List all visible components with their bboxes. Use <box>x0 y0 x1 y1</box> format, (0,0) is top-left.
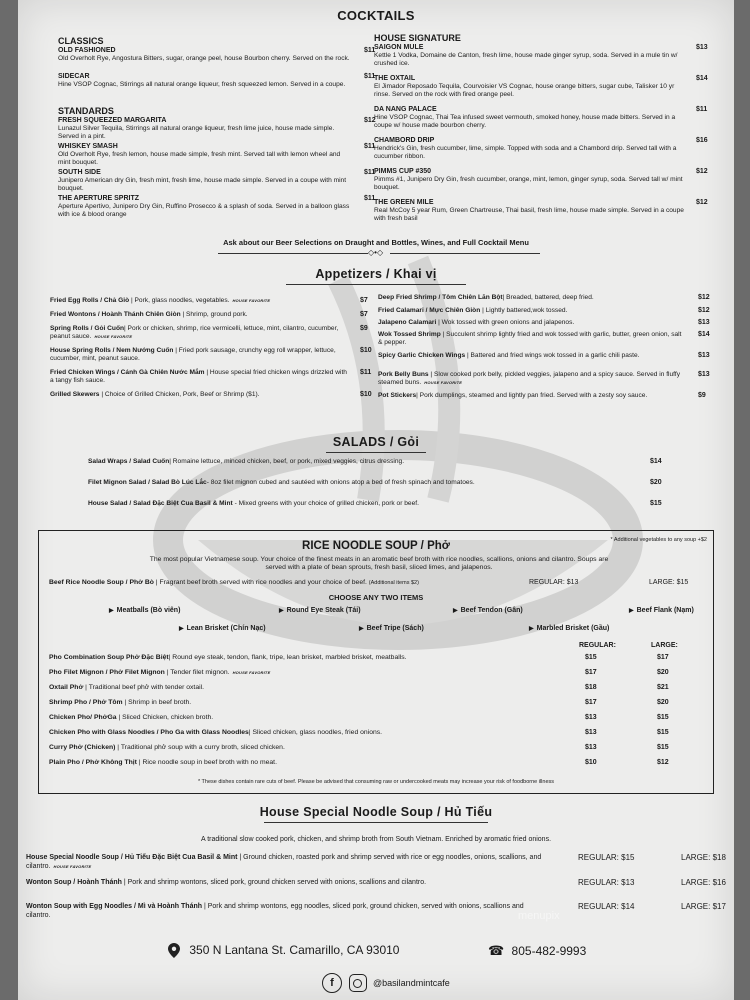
pho-item <box>49 669 569 677</box>
appetizer-name: Fried Chicken Wings / Cánh Gà Chiên Nước Mắm <box>50 369 205 376</box>
pho-item <box>49 654 569 662</box>
pho-item <box>49 684 569 692</box>
cocktail-name: SIDECAR <box>58 73 90 80</box>
hu-tieu-item <box>26 878 546 887</box>
cocktail-desc: Kettle 1 Vodka, Domaine de Canton, fresh lime, house made ginger syrup, soda. Served in a mule tin w/ crushed ice. <box>374 52 678 67</box>
pho-regular-price: $15 <box>585 654 597 661</box>
appetizer-price: $9 <box>360 325 368 332</box>
appetizer-item <box>50 325 348 341</box>
appetizer-item <box>378 352 686 360</box>
appetizer-name: Spicy Garlic Chicken Wings <box>378 352 466 359</box>
pho-item <box>49 699 569 707</box>
pho-large-price: $15 <box>657 714 669 721</box>
appetizer-item <box>378 319 686 327</box>
cocktail-price: $11 <box>364 47 376 54</box>
beef-option-label: Lean Brisket (Chín Nạc) <box>186 625 266 632</box>
address: 350 N Lantana St. Camarillo, CA 93010 <box>189 943 400 957</box>
appetizer-item <box>378 392 686 400</box>
beef-option-label: Round Eye Steak (Tái) <box>286 607 361 614</box>
cocktail-item <box>58 47 354 63</box>
appetizer-item <box>50 347 348 363</box>
large-header: LARGE: <box>651 642 678 649</box>
house-favorite-tag: HOUSE FAVORITE <box>94 334 133 339</box>
cocktail-item <box>58 117 354 140</box>
cocktail-price: $11 <box>696 106 708 113</box>
cocktail-price: $11 <box>364 73 376 80</box>
appetizer-item <box>50 297 348 305</box>
cocktail-price: $11 <box>364 169 376 176</box>
cocktails-title: COCKTAILS <box>337 8 415 23</box>
triangle-bullet-icon: ▶ <box>529 626 534 632</box>
regular-header: REGULAR: <box>579 642 616 649</box>
appetizer-item <box>50 391 348 399</box>
appetizer-price: $13 <box>698 352 710 359</box>
appetizer-desc: | Succulent shrimp lightly fried and wok tossed with garlic, butter, green onion, salt & pepper. <box>378 331 682 346</box>
cocktail-desc: Hine VSOP Cognac, Thai Tea infused sweet vermouth, smoked honey, house made bitters. Served in a coupe w/ house made bourbon cherry. <box>374 114 676 129</box>
appetizer-item <box>378 294 686 302</box>
cocktail-desc: El Jimador Reposado Tequila, Courvoisier VS Cognac, house orange bitters, sugar cube, Talisker 10 yr rinse. Served on the rock with fired orange peel. <box>374 83 675 98</box>
appetizer-name: Deep Fried Shrimp / Tôm Chiên Lăn Bột <box>378 294 503 301</box>
appetizer-name: Spring Rolls / Gỏi Cuốn <box>50 325 124 332</box>
hu-tieu-large: LARGE: $17 <box>681 902 726 911</box>
cocktail-price: $11 <box>364 195 376 202</box>
beef-option <box>453 607 523 614</box>
pho-item-desc: | Traditional beef phở with tender oxtail. <box>83 684 205 691</box>
pho-regular-price: $17 <box>585 699 597 706</box>
hu-tieu-large: LARGE: $16 <box>681 878 726 887</box>
pho-item-name: Oxtail Phở <box>49 684 84 691</box>
pho-regular-price: $10 <box>585 759 597 766</box>
classics-heading: CLASSICS <box>58 36 104 46</box>
appetizer-desc: | Pork or chicken, shrimp, rice vermicelli, lettuce, mint, cilantro, cucumber, peanut sauce. <box>50 325 339 340</box>
title-underline <box>326 452 426 453</box>
triangle-bullet-icon: ▶ <box>179 626 184 632</box>
salad-name: House Salad / Salad Đặc Biệt Cua Basil & Mint <box>88 500 233 507</box>
cocktail-item <box>58 73 354 89</box>
cocktail-name: THE OXTAIL <box>374 75 416 82</box>
beef-option <box>359 625 424 632</box>
appetizer-desc: | Wok tossed with green onions and jalapenos. <box>436 319 575 326</box>
title-underline <box>286 284 466 285</box>
cocktail-item <box>58 143 354 166</box>
pho-item <box>49 714 569 722</box>
appetizer-desc: | Fried pork sausage, crunchy egg roll wrapper, lettuce, cucumber, mint, peanut sauce. <box>50 347 336 362</box>
hu-tieu-name: Wonton Soup with Egg Noodles / Mì và Hoành Thánh <box>26 903 203 910</box>
cocktail-price: $12 <box>696 168 708 175</box>
beer-note: Ask about our Beer Selections on Draught and Bottles, Wines, and Full Cocktail Menu <box>223 238 529 247</box>
pho-title: RICE NOODLE SOUP / Phở <box>302 540 450 552</box>
appetizer-price: $7 <box>360 311 368 318</box>
pho-regular-price: $13 <box>585 729 597 736</box>
cocktail-item <box>374 106 686 129</box>
appetizer-desc: | Pork, glass noodles, vegetables. <box>129 297 230 304</box>
triangle-bullet-icon: ▶ <box>359 626 364 632</box>
additional-veg-note: * Additional vegetables to any soup +$2 <box>610 537 707 543</box>
beef-option-label: Beef Flank (Nạm) <box>636 607 694 614</box>
appetizer-item <box>50 311 348 319</box>
hu-tieu-large: LARGE: $18 <box>681 853 726 862</box>
pho-large-price: $12 <box>657 759 669 766</box>
appetizer-item <box>378 331 686 347</box>
cocktail-item <box>374 168 686 191</box>
appetizers-title: Appetizers / Khai vị <box>315 267 437 281</box>
cocktail-desc: Old Overholt Rye, Angostura Bitters, sugar, orange peel, house Bourbon cherry. Served on the rock. <box>58 55 350 62</box>
salads-title: SALADS / Gỏi <box>332 435 420 449</box>
hu-tieu-name: Wonton Soup / Hoành Thánh <box>26 879 122 886</box>
beef-option-label: Beef Tripe (Sách) <box>366 625 424 632</box>
pho-box <box>38 530 714 794</box>
cocktail-item <box>374 75 686 98</box>
pho-item-desc: | Sliced Chicken, chicken broth. <box>116 714 214 721</box>
cocktail-name: FRESH SQUEEZED MARGARITA <box>58 117 167 124</box>
social-line <box>322 973 450 993</box>
appetizer-name: Fried Wontons / Hoành Thánh Chiên Giòn <box>50 311 181 318</box>
beef-option <box>179 625 266 632</box>
beef-pho-name: Beef Rice Noodle Soup / Phở Bò <box>49 579 154 586</box>
salad-price: $20 <box>650 479 662 486</box>
hu-tieu-name: House Special Noodle Soup / Hủ Tiếu Đặc Biệt Cua Basil & Mint <box>26 854 238 861</box>
appetizer-desc: | Breaded, battered, deep fried. <box>502 294 594 301</box>
pho-item <box>49 744 569 752</box>
hu-tieu-item <box>26 902 546 920</box>
appetizer-price: $10 <box>360 391 372 398</box>
triangle-bullet-icon: ▶ <box>109 608 114 614</box>
appetizer-desc: | Shrimp, ground pork. <box>180 311 248 318</box>
house-favorite-tag: HOUSE FAVORITE <box>53 864 92 869</box>
house-favorite-tag: HOUSE FAVORITE <box>424 380 463 385</box>
appetizer-name: Grilled Skewers <box>50 391 100 398</box>
cocktail-desc: Aperture Apertivo, Junipero Dry Gin, Ruffino Prosecco & a splash of soda. Served in a balloon glass with ice & blood orange <box>58 203 350 218</box>
appetizer-price: $7 <box>360 297 368 304</box>
triangle-bullet-icon: ▶ <box>629 608 634 614</box>
cocktail-item <box>58 169 354 192</box>
phone-icon: ☎ <box>488 943 505 958</box>
appetizer-desc: | Choice of Grilled Chicken, Pork, Beef or Shrimp ($1). <box>99 391 260 398</box>
cocktail-desc: Hendrick's Gin, fresh cucumber, lime, simple. Topped with soda and a Chambord drip. Served tall with a cucumber ribbon. <box>374 145 677 160</box>
appetizer-price: $12 <box>698 294 710 301</box>
salad-desc: - Mixed greens with your choice of grilled chicken, pork or beef. <box>232 500 419 507</box>
cocktail-name: SOUTH SIDE <box>58 169 101 176</box>
hu-tieu-desc: | Pork and shrimp wontons, sliced pork, ground chicken served with onions, scallions and cilantro. <box>121 879 427 886</box>
appetizer-name: Fried Egg Rolls / Chả Giò <box>50 297 130 304</box>
beef-option <box>529 625 609 632</box>
pho-large-price: $17 <box>657 654 669 661</box>
instagram-icon[interactable] <box>349 974 367 992</box>
hu-tieu-title: House Special Noodle Soup / Hủ Tiếu <box>259 805 493 819</box>
cocktail-price: $11 <box>364 143 376 150</box>
pho-regular-price: $18 <box>585 684 597 691</box>
standards-heading: STANDARDS <box>58 106 114 116</box>
cocktail-desc: Hine VSOP Cognac, Stirrings all natural orange liqueur, fresh squeezed lemon. Served in a coupe. <box>58 81 346 88</box>
beef-option-label: Meatballs (Bò viên) <box>116 607 181 614</box>
cocktail-desc: Real McCoy 5 year Rum, Green Chartreuse, Thai basil, fresh lime, house made simple. Served in a coupe with fresh basil <box>374 207 684 222</box>
cocktail-desc: Pimms #1, Junipero Dry Gin, fresh cucumber, orange, mint, lemon, ginger syrup, soda. Served tall w/ mint bouquet. <box>374 176 683 191</box>
cocktail-price: $12 <box>696 199 708 206</box>
cocktail-name: THE GREEN MILE <box>374 199 434 206</box>
appetizer-price: $13 <box>698 319 710 326</box>
cocktail-name: THE APERTURE SPRITZ <box>58 195 140 202</box>
pho-item-desc: | Shrimp in beef broth. <box>122 699 192 706</box>
address-line <box>168 943 399 958</box>
cocktail-name: SAIGON MULE <box>374 44 424 51</box>
cocktail-price: $13 <box>696 44 708 51</box>
salad-name: Filet Mignon Salad / Salad Bò Lúc Lắc <box>88 479 207 486</box>
beef-pho-regular: REGULAR: $13 <box>529 579 579 586</box>
triangle-bullet-icon: ▶ <box>279 608 284 614</box>
menu-page <box>18 0 734 1000</box>
title-underline <box>264 822 488 823</box>
pho-item-desc: | Rice noodle soup in beef broth with no meat. <box>136 759 277 766</box>
watermark-text: menupix <box>518 910 560 922</box>
beef-option <box>629 607 694 614</box>
pho-large-price: $15 <box>657 744 669 751</box>
salad-price: $14 <box>650 458 662 465</box>
pho-large-price: $20 <box>657 669 669 676</box>
appetizer-price: $14 <box>698 331 710 338</box>
house-favorite-tag: HOUSE FAVORITE <box>232 670 271 675</box>
cocktail-desc: Junipero American dry Gin, fresh mint, fresh lime, house made simple. Served in a coupe with mint bouquet. <box>58 177 347 192</box>
pho-item-name: Shrimp Pho / Phở Tôm <box>49 699 123 706</box>
divider <box>218 253 368 254</box>
pho-item-name: Pho Filet Mignon / Phở Filet Mignon <box>49 669 165 676</box>
cocktail-name: PIMMS CUP #350 <box>374 168 432 175</box>
facebook-icon[interactable]: f <box>322 973 342 993</box>
cocktail-price: $14 <box>696 75 708 82</box>
appetizer-price: $12 <box>698 307 710 314</box>
appetizer-desc: | Lightly battered,wok tossed. <box>480 307 568 314</box>
pho-item-name: Chicken Pho/ PhởGa <box>49 714 117 721</box>
cocktail-desc: Lunazul Silver Tequila, Stirrings all natural orange liqueur, fresh lime juice, house made simple. Served in a pint. <box>58 125 335 140</box>
beef-option <box>109 607 180 614</box>
appetizer-desc: | House special fried chicken wings drizzled with a tangy fish sauce. <box>50 369 347 384</box>
hu-tieu-regular: REGULAR: $13 <box>578 878 635 887</box>
appetizer-desc: | Slow cooked pork belly, pickled veggies, jalapeno and a spicy sauce. Served in fluffy steamed buns. <box>378 371 681 386</box>
cocktail-item <box>374 199 686 222</box>
raw-meat-disclaimer: * These dishes contain rare cuts of beef. Please be advised that consuming raw or undercooked meats may increase your risk of foodborne illness <box>197 779 555 785</box>
hu-tieu-desc: | Ground chicken, roasted pork and shrimp served with rice or egg noodles, onions, scallions, and cilantro. <box>26 854 542 870</box>
pho-item-desc: | Round eye steak, tendon, flank, tripe, lean brisket, marbled brisket, meatballs. <box>168 654 407 661</box>
appetizer-name: Pork Belly Buns <box>378 371 429 378</box>
phone: 805-482-9993 <box>511 944 587 958</box>
pho-item-desc: | Traditional phở soup with a curry broth, sliced chicken. <box>115 744 285 751</box>
social-handle: @basilandmintcafe <box>373 978 450 988</box>
salad-item <box>88 479 628 487</box>
salad-desc: - 8oz filet mignon cubed and sautéed with onions atop a bed of fresh spinach and tomatoes. <box>206 479 475 486</box>
hu-tieu-regular: REGULAR: $14 <box>578 902 635 911</box>
beef-pho-large: LARGE: $15 <box>649 579 689 586</box>
appetizer-desc: | Battered and fried wings wok tossed in a garlic chili paste. <box>465 352 640 359</box>
divider-ornament-icon: ◇•◇ <box>368 248 384 257</box>
pho-item-name: Chicken Pho with Glass Noodles / Pho Ga with Glass Noodles <box>49 729 249 736</box>
appetizer-item <box>50 369 348 385</box>
appetizer-item <box>378 371 686 387</box>
cocktail-price: $12 <box>364 117 376 124</box>
salad-desc: | Romaine lettuce, minced chicken, beef, or pork, mixed veggies, citrus dressing. <box>169 458 405 465</box>
pho-item-desc: | Tender filet mignon. <box>164 669 230 676</box>
appetizer-name: Wok Tossed Shrimp <box>378 331 441 338</box>
hu-tieu-regular: REGULAR: $15 <box>578 853 635 862</box>
appetizer-name: Jalapeno Calamari <box>378 319 437 326</box>
salad-price: $15 <box>650 500 662 507</box>
beef-pho-extra: (Additional items $2) <box>368 580 419 586</box>
appetizer-name: Pot Stickers <box>378 392 417 399</box>
beef-option-label: Beef Tendon (Gân) <box>460 607 523 614</box>
cocktail-name: DA NANG PALACE <box>374 106 437 113</box>
cocktail-name: WHISKEY SMASH <box>58 143 118 150</box>
pho-regular-price: $13 <box>585 714 597 721</box>
choose-two-heading: CHOOSE ANY TWO ITEMS <box>328 593 424 602</box>
salad-name: Salad Wraps / Salad Cuốn <box>88 458 170 465</box>
cocktail-item <box>58 195 354 218</box>
cocktail-desc: Old Overholt Rye, fresh lemon, house made simple, fresh mint. Served tall with lemon wheel and mint bouquet. <box>58 151 341 166</box>
beef-option <box>279 607 361 614</box>
house-favorite-tag: HOUSE FAVORITE <box>232 298 271 303</box>
house-signature-heading: HOUSE SIGNATURE <box>374 33 461 43</box>
pho-intro: The most popular Vietnamese soup. Your choice of the finest meats in an aromatic beef broth with rice noodles, scallions, onions and cilantro. Soups are served with a plate of bean sprouts, fresh basil, sliced limes, and jalapenos. <box>149 556 609 571</box>
phone-line <box>488 943 586 959</box>
appetizer-name: House Spring Rolls / Nem Nướng Cuốn <box>50 347 174 354</box>
pho-regular-price: $17 <box>585 669 597 676</box>
pho-item-desc: | Sliced chicken, glass noodles, fried onions. <box>248 729 383 736</box>
appetizer-price: $10 <box>360 347 372 354</box>
beef-option-label: Marbled Brisket (Gầu) <box>536 625 610 632</box>
beef-pho-line <box>49 579 419 586</box>
appetizer-price: $13 <box>698 371 710 378</box>
pho-large-price: $20 <box>657 699 669 706</box>
appetizer-name: Fried Calamari / Mực Chiên Giòn <box>378 307 481 314</box>
location-pin-icon <box>168 943 180 958</box>
hu-tieu-intro: A traditional slow cooked pork, chicken, and shrimp broth from South Vietnam. Enriched by aromatic fried onions. <box>200 836 552 843</box>
pho-large-price: $15 <box>657 729 669 736</box>
beef-pho-desc: | Fragrant beef broth served with rice noodles and your choice of beef. <box>153 579 367 586</box>
appetizer-item <box>378 307 686 315</box>
hu-tieu-item <box>26 853 546 871</box>
pho-item <box>49 729 569 737</box>
appetizer-price: $11 <box>360 369 372 376</box>
pho-large-price: $21 <box>657 684 669 691</box>
pho-item <box>49 759 569 767</box>
cocktail-price: $16 <box>696 137 708 144</box>
salad-item <box>88 500 628 508</box>
cocktail-item <box>374 137 686 160</box>
pho-item-name: Pho Combination Soup Phở Đặc Biệt <box>49 654 169 661</box>
cocktail-name: OLD FASHIONED <box>58 47 116 54</box>
salad-item <box>88 458 628 466</box>
pho-regular-price: $13 <box>585 744 597 751</box>
pho-item-name: Plain Pho / Phở Không Thịt <box>49 759 137 766</box>
appetizer-price: $9 <box>698 392 706 399</box>
cocktail-name: CHAMBORD DRIP <box>374 137 435 144</box>
triangle-bullet-icon: ▶ <box>453 608 458 614</box>
appetizer-desc: | Pork dumplings, steamed and lightly pan fried. Served with a zesty soy sauce. <box>416 392 648 399</box>
divider <box>390 253 540 254</box>
pho-item-name: Curry Phở (Chicken) <box>49 744 116 751</box>
hu-tieu-desc: | Pork and shrimp wontons, egg noodles, sliced pork, ground chicken, served with onions, scallions and cilantro. <box>26 903 524 919</box>
cocktail-item <box>374 44 686 67</box>
